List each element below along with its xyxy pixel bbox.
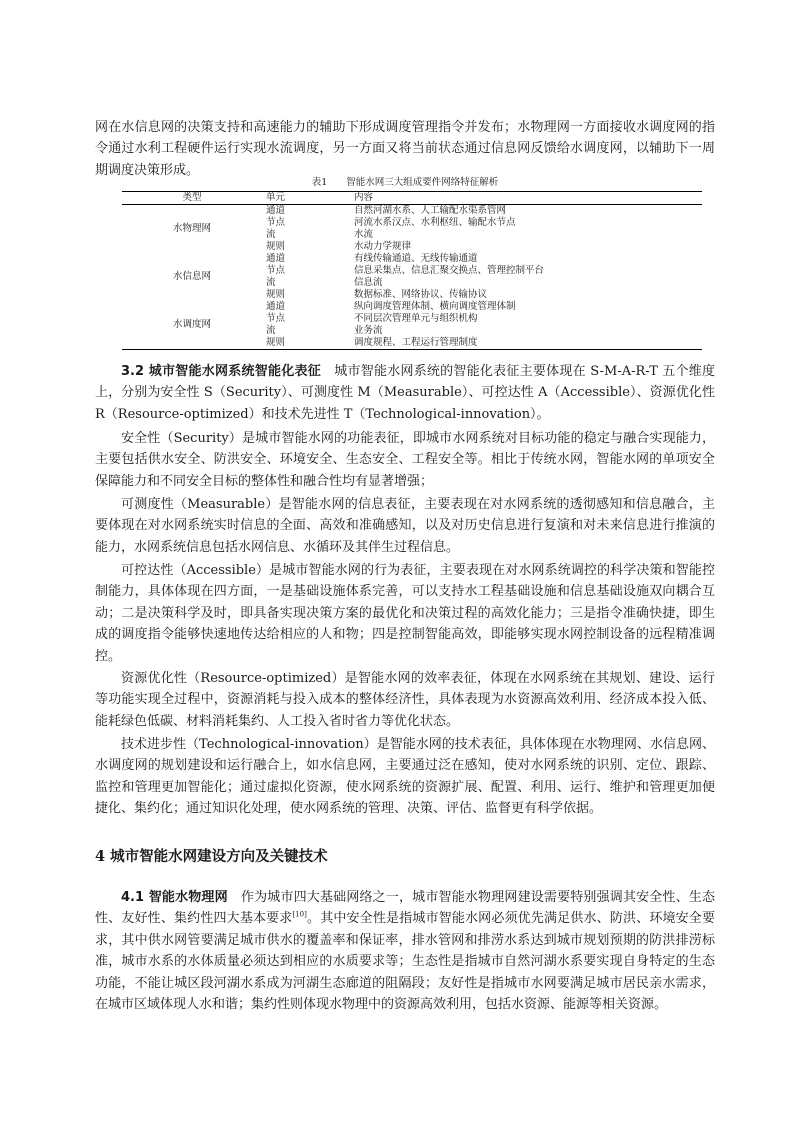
cell-content: 水动力学规律 bbox=[354, 241, 412, 252]
header-content: 内容 bbox=[354, 192, 374, 203]
cell-content: 业务流 bbox=[354, 325, 383, 336]
intro-paragraph: 网在水信息网的决策支持和高速能力的辅助下形成调度管理指令并发布；水物理网一方面接收水调度网的指令通过水利工程硬件运行实现水流调度，另一方面又将当前状态通过信息网反馈给水调度网，以辅助下一周期调度决策形成。 bbox=[95, 120, 715, 178]
paragraph-technological: 技术进步性（Technological-innovation）是智能水网的技术表征，具体体现在水物理网、水信息网、水调度网的规划建设和运行融合上，如水信息网，主要通过泛在感知，使对水网系统的识别、定位、跟踪、监控和管理更加智能化；通过虚拟化资源，使水网系统的资源扩展、配置、利用、运行、维护和管理更加便捷化、集约化；通过知识化处理，使水网系统的管理、决策、评估、监督更有科学依据。 bbox=[95, 737, 715, 817]
cell-unit: 通道 bbox=[266, 301, 286, 312]
cell-unit: 规则 bbox=[266, 241, 286, 252]
cell-unit: 通道 bbox=[266, 205, 286, 216]
section-4-1-text-cont: 。其中安全性是指城市智能水网必须优先满足供水、防洪、环境安全要求，其中供水网管要满足城市供水的覆盖率和保证率，排水管网和排涝水系达到城市规划预期的防洪排涝标准，城市水系的水体质量必须达到相应的水质要求等；生态性是指城市自然河湖水系要实现自身特定的生态功能，不能让城区段河湖水系成为河湖生态廊道的阻隔段；友好性是指城市水网要满足城市居民亲水需求，在城市区域体现人水和谐；集约性则体现水物理中的资源高效利用，包括水资源、能源等相关资源。 bbox=[95, 911, 715, 1013]
cell-unit: 通道 bbox=[266, 253, 286, 264]
section-4-1-paragraph bbox=[95, 887, 715, 1015]
cell-unit: 流 bbox=[266, 325, 276, 336]
section-3-2-lead bbox=[95, 361, 715, 425]
header-unit: 单元 bbox=[266, 192, 286, 203]
feature-table bbox=[122, 191, 702, 350]
paragraph-security: 安全性（Security）是城市智能水网的功能表征，即城市水网系统对目标功能的稳定与融合实现能力，主要包括供水安全、防洪安全、环境安全、生态安全、工程安全等。相比于传统水网，智能水网的单项安全保障能力和不同安全目标的整体性和融合性均有显著增强； bbox=[95, 431, 715, 489]
cell-content: 有线传输通道、无线传输通道 bbox=[354, 253, 478, 264]
cell-content: 信息采集点、信息汇聚交换点、管理控制平台 bbox=[354, 265, 545, 276]
table-header-row bbox=[122, 192, 702, 205]
table-row bbox=[122, 301, 702, 313]
cell-content: 信息流 bbox=[354, 277, 383, 288]
section-4-1-text: 作为城市四大基础网络之一，城市智能水物理网建设需要特别强调其安全性、生态性、友好性、集约性四大基本要求 bbox=[95, 890, 715, 927]
section-3-2-title: 3.2 城市智能水网系统智能化表征 bbox=[121, 364, 321, 379]
cell-content: 调度规程、工程运行管理制度 bbox=[354, 337, 478, 348]
paragraph-measurable: 可测度性（Measurable）是智能水网的信息表征，主要表现在对水网系统的透彻感知和信息融合，主要体现在对水网系统实时信息的全面、高效和准确感知，以及对历史信息进行复演和对未来信息进行推演的能力，水网系统信息包括水网信息、水循环及其伴生过程信息。 bbox=[95, 497, 715, 555]
group-type: 水物理网 bbox=[172, 223, 211, 234]
cell-content: 河流水系汉点、水利枢纽、输配水节点 bbox=[354, 217, 516, 228]
cell-unit: 节点 bbox=[266, 313, 286, 324]
section-3-2-lead-text: 城市智能水网系统的智能化表征主要体现在 S-M-A-R-T 五个维度上，分别为安全性 S（Security）、可测度性 M（Measurable）、可控达性 A（Accessible）、资源优化性 R（Resource-optimized）和技术先进性 T（Technological-innovation）。 bbox=[95, 364, 715, 422]
table-caption: 表1 智能水网三大组成要件网络特征解析 bbox=[311, 177, 499, 188]
paragraph-resource-optimized: 资源优化性（Resource-optimized）是智能水网的效率表征，体现在水网系统在其规划、建设、运行等功能实现全过程中，资源消耗与投入成本的整体经济性，具体表现为水资源高效利用、经济成本投入低、能耗绿色低碳、材料消耗集约、人工投入省时省力等优化状态。 bbox=[95, 671, 715, 729]
cell-unit: 流 bbox=[266, 277, 276, 288]
cell-content: 水流 bbox=[354, 229, 374, 240]
cell-unit: 规则 bbox=[266, 289, 286, 300]
paragraph-accessible: 可控达性（Accessible）是城市智能水网的行为表征，主要表现在对水网系统调控的科学决策和智能控制能力，具体体现在四方面，一是基础设施体系完善，可以支持水工程基础设施和信息基础设施双向耦合互动；二是决策科学及时，即具备实现决策方案的最优化和决策过程的高效化能力；三是指令准确快捷，即生成的调度指令能够快速地传达给相应的人和物；四是控制智能高效，即能够实现水网控制设备的远程精准调控。 bbox=[95, 563, 715, 664]
cell-content: 纵向调度管理体制、横向调度管理体制 bbox=[354, 301, 516, 312]
cell-unit: 节点 bbox=[266, 217, 286, 228]
section-4-heading: 4 城市智能水网建设方向及关键技术 bbox=[95, 848, 328, 865]
cell-content: 自然河湖水系、人工输配水渠系管网 bbox=[354, 205, 507, 216]
cell-unit: 节点 bbox=[266, 265, 286, 276]
cell-content: 数据标准、网络协议、传输协议 bbox=[354, 289, 488, 300]
table-row bbox=[122, 205, 702, 218]
section-4-1-title: 4.1 智能水物理网 bbox=[121, 890, 228, 905]
citation-ref: [10] bbox=[292, 911, 307, 920]
group-type: 水信息网 bbox=[172, 271, 211, 282]
header-type: 类型 bbox=[182, 192, 202, 203]
group-type: 水调度网 bbox=[172, 319, 211, 330]
cell-unit: 流 bbox=[266, 229, 276, 240]
table-row bbox=[122, 253, 702, 265]
cell-content: 不同层次管理单元与组织机构 bbox=[354, 313, 478, 324]
cell-unit: 规则 bbox=[266, 337, 286, 348]
